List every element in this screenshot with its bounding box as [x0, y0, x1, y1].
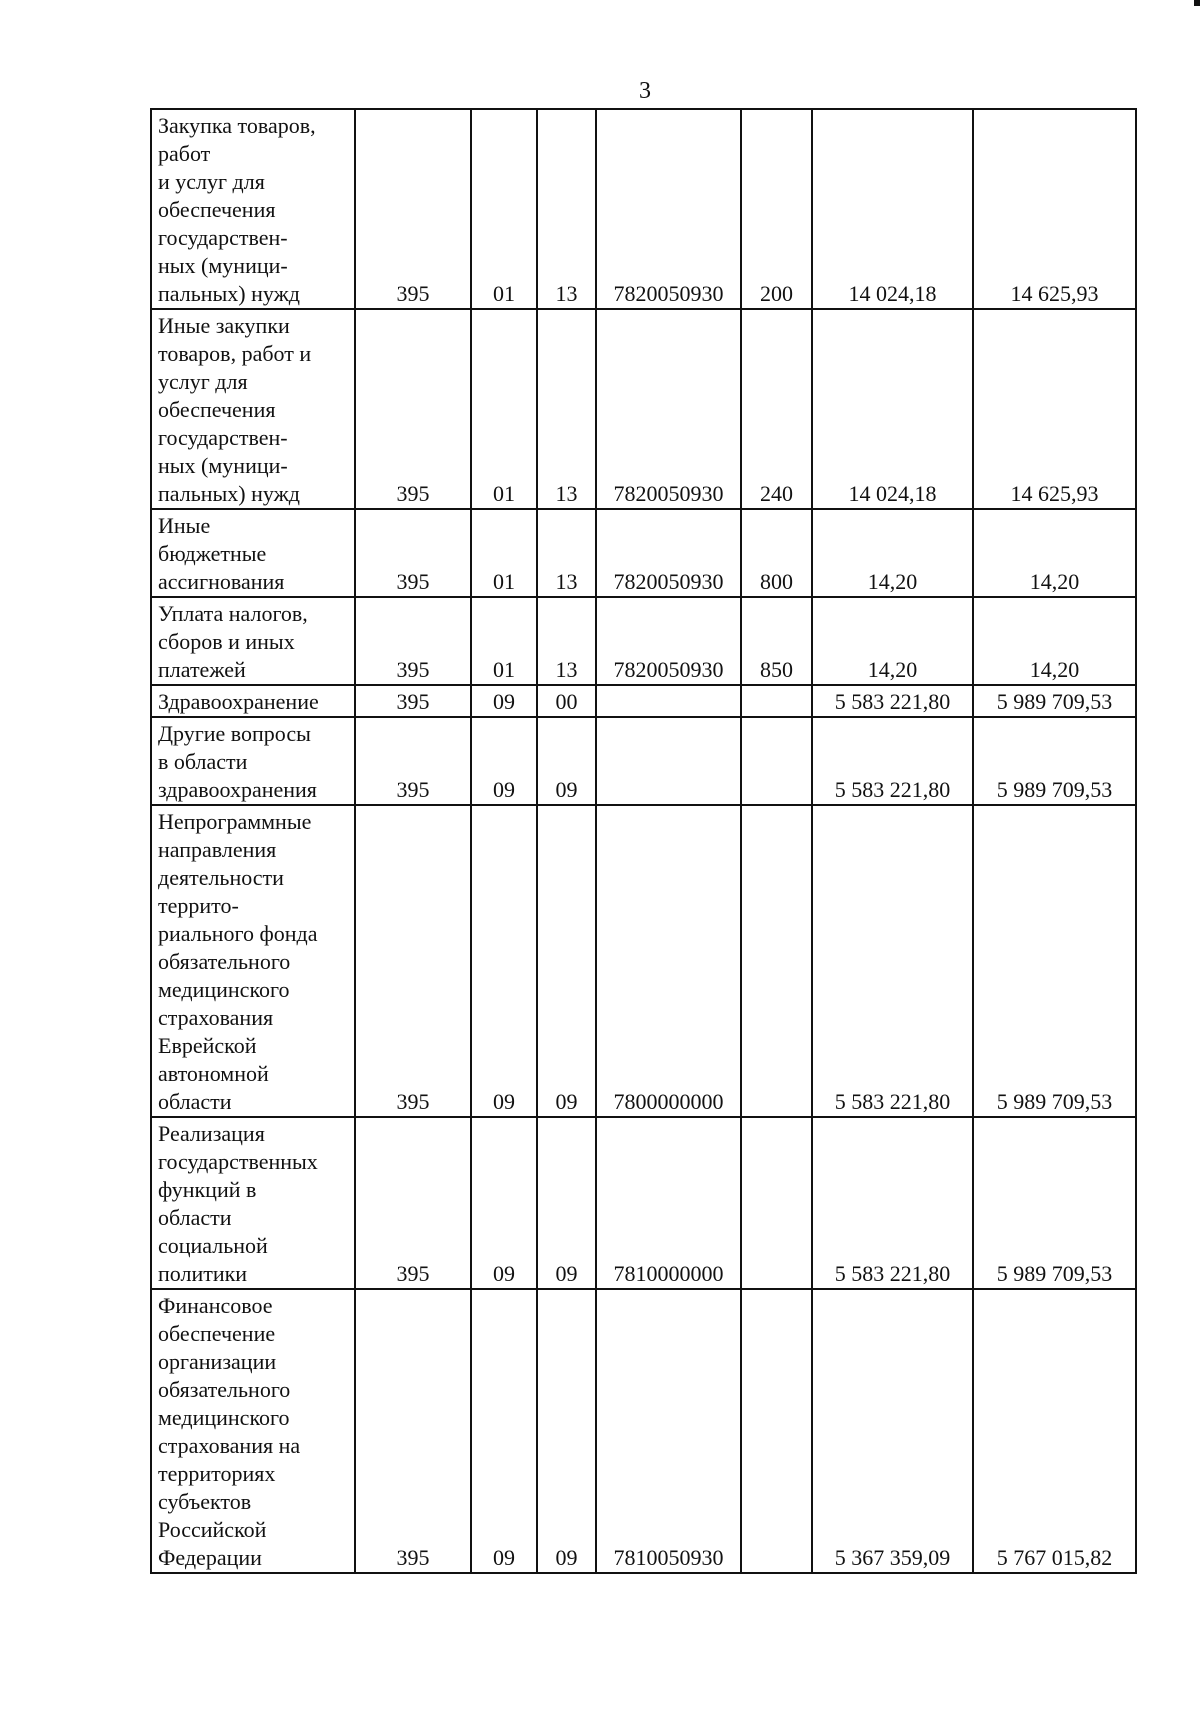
item-name-line: Федерации [158, 1545, 262, 1570]
section-cell: 09 [471, 1289, 537, 1573]
item-name-line: ных (муници- [158, 253, 288, 278]
item-name-line: медицинского [158, 1405, 290, 1430]
item-name-line: Непрограммные [158, 809, 312, 834]
item-name-line: государственных [158, 1149, 318, 1174]
section-cell: 01 [471, 309, 537, 509]
target-article-cell: 7820050930 [596, 597, 741, 685]
item-name-line: здравоохранения [158, 777, 317, 802]
table-row [151, 805, 1136, 1117]
item-name-line: и услуг для [158, 169, 265, 194]
item-name-line: ассигнования [158, 569, 285, 594]
section-cell: 01 [471, 109, 537, 309]
section-cell: 09 [471, 717, 537, 805]
code-cell: 395 [355, 309, 471, 509]
subsection-cell: 09 [537, 717, 596, 805]
table-row [151, 1289, 1136, 1573]
item-name-line: работ [158, 141, 211, 166]
item-name-line: в области [158, 749, 248, 774]
expense-type-cell [741, 1289, 812, 1573]
amount-year-2-cell: 5 989 709,53 [973, 685, 1136, 717]
item-name-line: пальных) нужд [158, 281, 301, 306]
section-cell: 09 [471, 805, 537, 1117]
item-name-line: Российской [158, 1517, 267, 1542]
subsection-cell: 00 [537, 685, 596, 717]
table-row [151, 717, 1136, 805]
item-name-line: страхования [158, 1005, 274, 1030]
subsection-cell: 09 [537, 805, 596, 1117]
page-number: 3 [639, 78, 651, 104]
subsection-cell: 13 [537, 309, 596, 509]
section-cell: 01 [471, 597, 537, 685]
code-cell: 395 [355, 805, 471, 1117]
code-cell: 395 [355, 685, 471, 717]
item-name-line: государствен- [158, 225, 288, 250]
expense-type-cell: 240 [741, 309, 812, 509]
item-name-line: Другие вопросы [158, 721, 311, 746]
item-name-line: услуг для [158, 369, 248, 394]
table-row [151, 109, 1136, 309]
item-name-cell [151, 309, 355, 509]
amount-year-2-cell: 5 989 709,53 [973, 717, 1136, 805]
amount-year-1-cell: 14,20 [812, 509, 973, 597]
expense-type-cell: 850 [741, 597, 812, 685]
item-name-line: обязательного [158, 949, 291, 974]
target-article-cell: 7810000000 [596, 1117, 741, 1289]
item-name-cell [151, 805, 355, 1117]
item-name-line: сборов и иных [158, 629, 295, 654]
code-cell: 395 [355, 509, 471, 597]
amount-year-2-cell: 14 625,93 [973, 109, 1136, 309]
target-article-cell: 7800000000 [596, 805, 741, 1117]
amount-year-2-cell: 5 989 709,53 [973, 805, 1136, 1117]
table-row [151, 685, 1136, 717]
table-row [151, 597, 1136, 685]
item-name-line: области [158, 1205, 232, 1230]
scan-mark [1194, 0, 1200, 6]
amount-year-1-cell: 14,20 [812, 597, 973, 685]
budget-table [150, 108, 1137, 1574]
target-article-cell: 7820050930 [596, 309, 741, 509]
item-name-line: страхования на [158, 1433, 301, 1458]
item-name-line: бюджетные [158, 541, 267, 566]
code-cell: 395 [355, 1289, 471, 1573]
item-name-line: направления [158, 837, 277, 862]
amount-year-2-cell: 14 625,93 [973, 309, 1136, 509]
expense-type-cell [741, 1117, 812, 1289]
item-name-line: обеспечения [158, 197, 276, 222]
item-name-line: обеспечение [158, 1321, 276, 1346]
table-row [151, 1117, 1136, 1289]
item-name-line: государствен- [158, 425, 288, 450]
item-name-line: Реализация [158, 1121, 265, 1146]
expense-type-cell [741, 717, 812, 805]
item-name-cell [151, 717, 355, 805]
item-name-line: автономной [158, 1061, 269, 1086]
amount-year-1-cell: 5 367 359,09 [812, 1289, 973, 1573]
item-name-line: деятельности [158, 865, 284, 890]
item-name-cell [151, 109, 355, 309]
subsection-cell: 13 [537, 597, 596, 685]
item-name-cell [151, 1289, 355, 1573]
amount-year-1-cell: 5 583 221,80 [812, 805, 973, 1117]
item-name-line: товаров, работ и [158, 341, 312, 366]
target-article-cell: 7820050930 [596, 509, 741, 597]
amount-year-2-cell: 14,20 [973, 597, 1136, 685]
amount-year-1-cell: 14 024,18 [812, 109, 973, 309]
item-name-line: территориях [158, 1461, 276, 1486]
expense-type-cell [741, 685, 812, 717]
item-name-cell [151, 597, 355, 685]
expense-type-cell: 200 [741, 109, 812, 309]
item-name-cell [151, 685, 355, 717]
amount-year-1-cell: 5 583 221,80 [812, 685, 973, 717]
amount-year-2-cell: 14,20 [973, 509, 1136, 597]
item-name-line: Иные закупки [158, 313, 290, 338]
subsection-cell: 13 [537, 509, 596, 597]
item-name-line: риального фонда [158, 921, 318, 946]
item-name-line: политики [158, 1261, 248, 1286]
amount-year-2-cell: 5 767 015,82 [973, 1289, 1136, 1573]
table-row [151, 309, 1136, 509]
section-cell: 09 [471, 685, 537, 717]
expense-type-cell: 800 [741, 509, 812, 597]
item-name-cell [151, 1117, 355, 1289]
item-name-line: субъектов [158, 1489, 252, 1514]
target-article-cell [596, 685, 741, 717]
subsection-cell: 09 [537, 1289, 596, 1573]
code-cell: 395 [355, 597, 471, 685]
item-name-line: обязательного [158, 1377, 291, 1402]
code-cell: 395 [355, 109, 471, 309]
expense-type-cell [741, 805, 812, 1117]
item-name-line: обеспечения [158, 397, 276, 422]
subsection-cell: 09 [537, 1117, 596, 1289]
item-name-line: Иные [158, 513, 211, 538]
code-cell: 395 [355, 1117, 471, 1289]
item-name-line: пальных) нужд [158, 481, 301, 506]
item-name-line: медицинского [158, 977, 290, 1002]
item-name-line: Закупка товаров, [158, 113, 316, 138]
item-name-line: Финансовое [158, 1293, 273, 1318]
budget-table-body [151, 109, 1136, 1573]
item-name-line: Уплата налогов, [158, 601, 308, 626]
target-article-cell [596, 717, 741, 805]
section-cell: 01 [471, 509, 537, 597]
item-name-line: области [158, 1089, 232, 1114]
item-name-line: социальной [158, 1233, 268, 1258]
item-name-line: Еврейской [158, 1033, 257, 1058]
section-cell: 09 [471, 1117, 537, 1289]
amount-year-1-cell: 5 583 221,80 [812, 717, 973, 805]
item-name-line: организации [158, 1349, 277, 1374]
target-article-cell: 7810050930 [596, 1289, 741, 1573]
item-name-line: Здравоохранение [158, 689, 319, 714]
amount-year-2-cell: 5 989 709,53 [973, 1117, 1136, 1289]
item-name-line: функций в [158, 1177, 257, 1202]
code-cell: 395 [355, 717, 471, 805]
amount-year-1-cell: 14 024,18 [812, 309, 973, 509]
amount-year-1-cell: 5 583 221,80 [812, 1117, 973, 1289]
item-name-line: террито- [158, 893, 239, 918]
item-name-line: платежей [158, 657, 246, 682]
subsection-cell: 13 [537, 109, 596, 309]
target-article-cell: 7820050930 [596, 109, 741, 309]
item-name-cell [151, 509, 355, 597]
item-name-line: ных (муници- [158, 453, 288, 478]
table-row [151, 509, 1136, 597]
